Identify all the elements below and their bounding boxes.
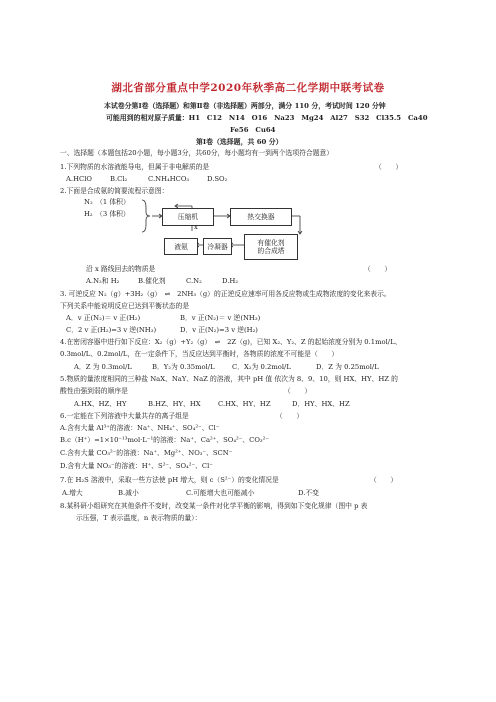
q2-stem: 2.下面是合成氨的简要流程示意图： [60,187,169,195]
q6-stem: 6.一定能在下列溶液中大量共存的离子组是 [60,412,189,420]
q1-option-b: B.Cl₂ [110,175,128,183]
section-desc: 一、选择题（本题包括20小题，每小题3分，共60分，每小题均有一到两个选项符合题意） [60,149,334,157]
h2-input-label: H₂ （3 体积） [84,210,130,218]
condenser-box: 冷凝器 [203,238,232,255]
q2-option-c: C.N₂ [186,277,202,285]
q6-option-b: B.c（H⁺）=1×10⁻¹³mol·L⁻¹的溶液：Na⁺、Ca²⁺、SO₄²⁻、CO₃²⁻ [60,436,269,444]
q4-option-b: B．Y₂为 0.35mol/L [152,363,215,371]
q3-option-d: D．v 正(N₂)=3 v 逆(H₂) [180,326,258,334]
q2-paren: （ ） [364,265,392,273]
n2-input-label: N₂ （1 体积） [84,198,130,206]
q2-option-d: D.H₂ [222,277,239,285]
q3-option-b: B．v 正(N₂)＝ v 逆(NH₃) [180,314,261,322]
q3-option-c: C．2 v 正(H₂)=3 v 逆(NH₃) [66,326,157,334]
q7-stem: 7.在 H₂S 溶液中，采取一些方法使 pH 增大，则 c（S²⁻）的变化情况是 [60,476,279,484]
q7-option-d: D.不变 [298,489,319,497]
q1-option-a: A.HClO [66,175,92,183]
q7-option-b: B.减小 [118,489,139,497]
heat-exchanger-box: 热交换器 [230,208,292,226]
q2-option-a: A.N₂和 H₂ [86,277,120,285]
q5-option-d: D．HY、HX、HZ [292,400,350,408]
section-title: 第Ⅰ卷（选择题，共 60 分） [196,138,283,146]
catalytic-tower-label-2: 的合成塔 [257,247,285,255]
q5-option-a: A.HX、HZ、HY [74,400,127,408]
x-route-label: x [194,223,198,231]
q4-stem-2: 0.3mol/L、0.2mol/L，在一定条件下，当反应达到平衡时，各物质的浓度不可能是（ ） [60,350,339,358]
q2-option-b: B.催化剂 [138,277,166,285]
q1-paren: （ ） [375,163,403,171]
q3-option-a: A．v 正(N₂)＝ v 正(H₂) [66,314,141,322]
q1-stem: 1.下列物质的水溶液能导电，但属于非电解质的是 [60,163,210,171]
q5-stem-2: 酸性由强到弱的顺序是 [60,387,128,395]
q4-stem: 4.在密闭容器中进行如下反应：X₂（g）+Y₂（g） ⇌ 2Z（g)，已知 X₂、Y₂、Z 的起始浓度分别为 0.1mol/L、 [60,338,402,346]
q8-stem-2: 示压强，T 表示温度，n 表示物质的量）： [76,514,202,522]
q7-paren: （ ） [370,476,398,484]
intro-line-2: 可能用到的相对原子质量：H1 C12 N14 O16 Na23 Mg24 Al27 S32 Cl35.5 Ca40 [106,114,428,122]
q2-sub-question: 沿 x 路线回去的物质是 [86,265,156,273]
catalytic-tower-box [244,234,298,260]
q4-option-c: C．X₂为 0.2mol/L [232,363,291,371]
q4-option-a: A．Z 为 0.3mol/L [74,363,132,371]
q5-paren: （ ） [284,387,312,395]
q6-option-a: A.含有大量 Al³⁺的溶液：Na⁺、NH₄⁺、SO₄²⁻、Cl⁻ [60,424,220,432]
q5-option-c: C.HX、HY、HZ [218,400,271,408]
q1-option-d: D.SO₂ [207,175,228,183]
liquid-ammonia-box: 液氨 [164,238,198,255]
q3-stem-2: 下列关系中能说明反应已达到平衡状态的是 [60,302,190,310]
q6-option-c: C.含有大量 CO₃²⁻的溶液：Na⁺、Mg²⁺、NO₃⁻、SCN⁻ [60,449,233,457]
q1-option-c: C.NH₄HCO₃ [148,175,190,183]
q6-paren: （ ） [276,412,304,420]
q5-option-b: B.HZ、HY、HX [148,400,201,408]
catalytic-tower-label-1: 有催化剂 [257,239,285,247]
intro-line-3: Fe56 Cu64 [230,126,276,134]
page-title: 湖北省部分重点中学2020年秋季高二化学期中联考试卷 [111,82,385,94]
q7-option-c: C.可能增大也可能减小 [186,489,255,497]
q7-option-a: A.增大 [62,489,83,497]
q5-stem: 5.物质的量浓度相同的三种盐 NaX、NaY、NaZ 的溶液，其中 pH 值 依次为 8、9、10，则 HX、HY、HZ 的 [60,375,398,383]
q8-stem: 8.某科研小组研究在其他条件不变时，改变某一条件对化学平衡的影响，得到如下变化规律（图中 p 表 [60,502,368,510]
q6-option-d: D.含有大量 NO₃⁻的溶液：H⁺、S²⁻、SO₄²⁻、Cl⁻ [60,462,213,470]
q3-stem: 3. 可逆反应 N₂（g）+3H₂（g） ⇌ 2NH₃（g）的正逆反应速率可用各反应物或生成物浓度的变化来表示。 [60,290,391,298]
q4-option-d: D．Z 为 0.25mol/L [316,363,379,371]
compressor-box: 压缩机 [162,208,214,226]
intro-line-1: 本试卷分第Ⅰ卷（选择题）和第Ⅱ卷（非选择题）两部分，满分 110 分，考试时间 120 分钟 [104,102,386,110]
